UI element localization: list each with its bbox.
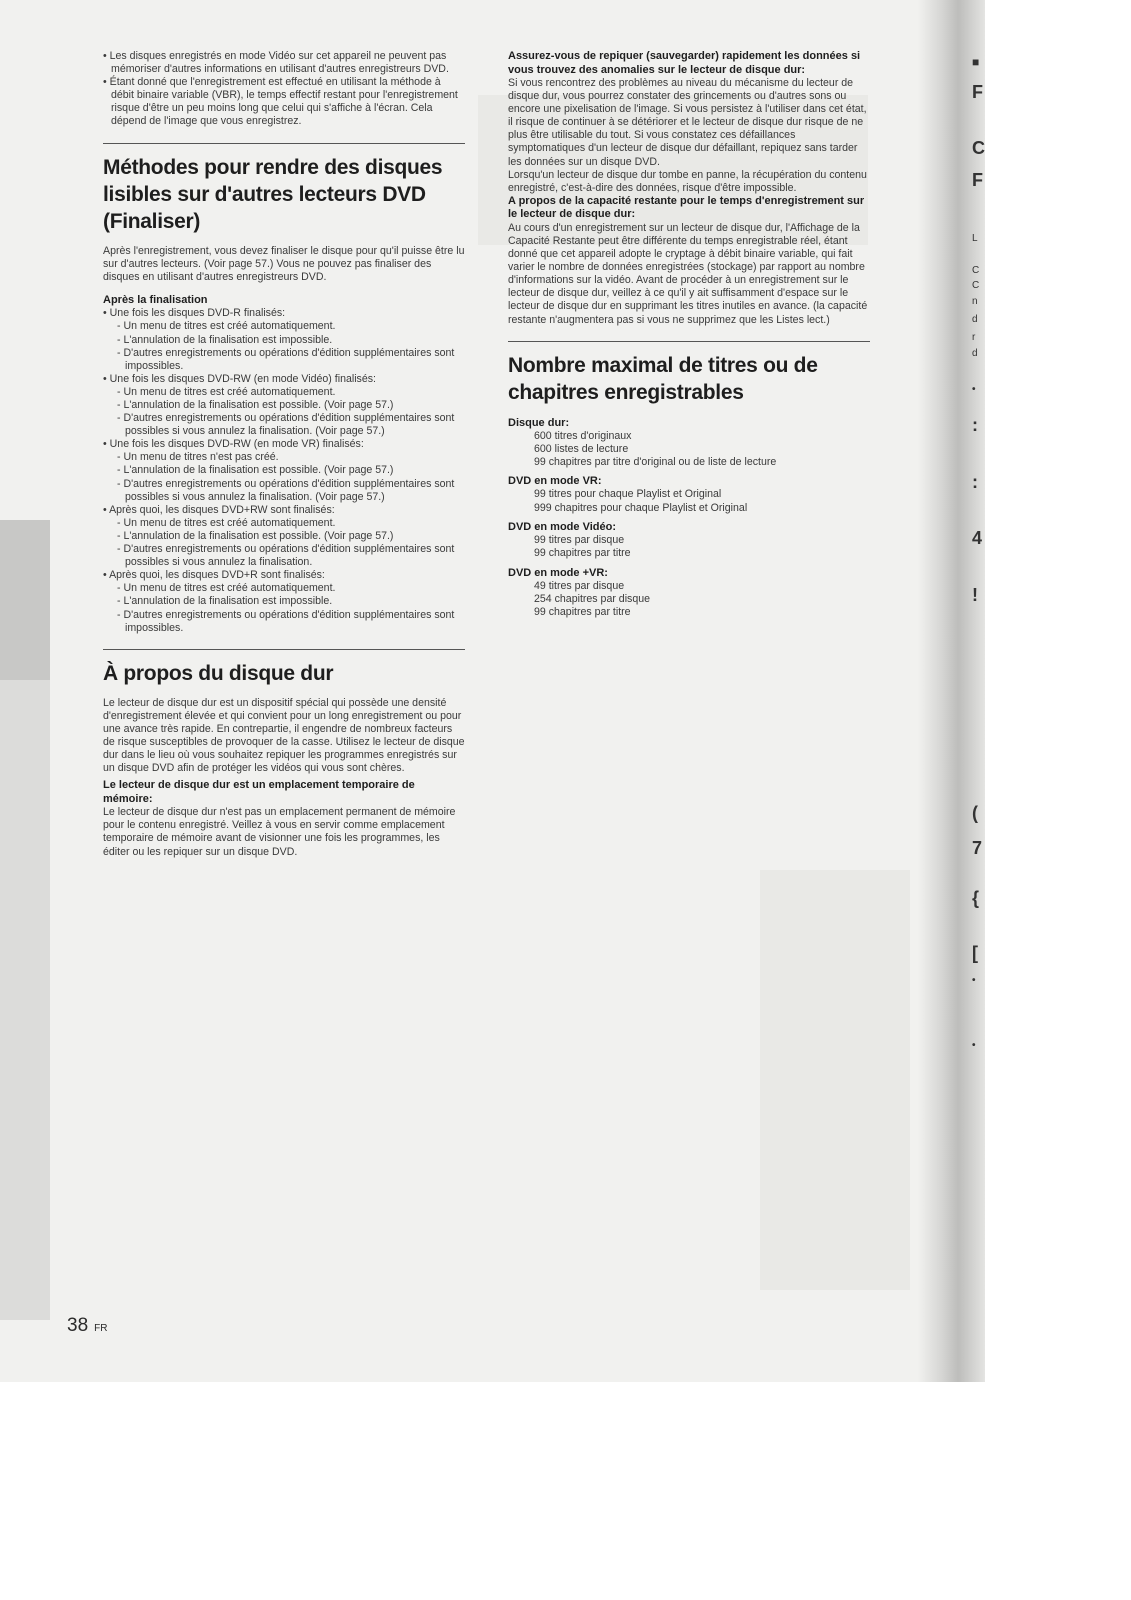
dash-item: - L'annulation de la finalisation est impossible. bbox=[117, 595, 333, 608]
dash-item: - D'autres enregistrements ou opérations d'édition supplémentaires sont impossibles. bbox=[117, 346, 455, 372]
bullet: • Une fois les disques DVD-RW (en mode Vidéo) finalisés: bbox=[103, 372, 376, 385]
bullet: • Une fois les disques DVD-RW (en mode VR) finalisés: bbox=[103, 438, 364, 451]
section-tab bbox=[0, 520, 50, 680]
next-page-glyph: F bbox=[972, 170, 983, 190]
next-page-glyph: d bbox=[972, 314, 978, 325]
section-rule bbox=[103, 143, 465, 144]
dash-item: - D'autres enregistrements ou opérations d'édition supplémentaires sont possibles si vous annulez la finalisation. (Voir page 57.) bbox=[117, 477, 455, 503]
bleed-through-block bbox=[760, 870, 910, 1290]
dash-item: - L'annulation de la finalisation est possible. (Voir page 57.) bbox=[117, 464, 394, 477]
next-page-glyph: • bbox=[972, 975, 976, 986]
bullet: • Après quoi, les disques DVD+RW sont finalisés: bbox=[103, 503, 335, 516]
paragraph: Au cours d'un enregistrement sur un lecteur de disque dur, l'Affichage de la Capacité Restante peut être différente du temps enregistrable réel, étant donné que cet appareil adopte le cryptage à débit binaire variable, qui fait varier le nombre de données enregistrées (stockage) par rapport au nombre d'informations sur la vidéo. Avant de procéder à un enregistrement sur le lecteur de disque dur, veillez à ce qu'il y ait suffisamment d'espace sur le lecteur de disque dur en supprimant les titres inutiles en avance. (la capacité restante n'augmentera pas si vous ne supprimez que les Listes lect.) bbox=[508, 221, 868, 326]
spec-label: DVD en mode VR: bbox=[508, 475, 602, 488]
next-page-glyph: 7 bbox=[972, 838, 983, 858]
page-language: FR bbox=[94, 1323, 108, 1334]
next-page-glyph: • bbox=[972, 1040, 976, 1051]
spec-value: 999 chapitres pour chaque Playlist et Original bbox=[534, 501, 748, 514]
paragraph: Le lecteur de disque dur n'est pas un emplacement permanent de mémoire pour le contenu enregistré. Veillez à vous en servir comme emplacement temporaire de mémoire avant de visionner une fois les programmes, les éditer ou les repiquer sur un disque DVD. bbox=[103, 806, 456, 858]
next-page-glyph: C bbox=[972, 280, 980, 291]
next-page-glyph: d bbox=[972, 348, 978, 359]
section-tab bbox=[0, 680, 50, 1320]
dash-item: - Un menu de titres est créé automatiquement. bbox=[117, 320, 336, 333]
spec-label: DVD en mode +VR: bbox=[508, 566, 608, 579]
subheading: Le lecteur de disque dur est un emplacement temporaire de mémoire: bbox=[103, 779, 415, 805]
subheading: Après la finalisation bbox=[103, 293, 208, 306]
section-title-max: Nombre maximal de titres ou de chapitres enregistrables bbox=[508, 353, 818, 404]
spec-value: 254 chapitres par disque bbox=[534, 592, 651, 605]
next-page-glyph: C bbox=[972, 138, 985, 158]
section-rule bbox=[508, 341, 870, 342]
next-page-glyph: L bbox=[972, 233, 978, 244]
intro-bullet: • Les disques enregistrés en mode Vidéo sur cet appareil ne peuvent pas mémoriser d'autres informations en utilisant d'autres enregistreurs DVD. bbox=[103, 50, 449, 76]
next-page-glyph: : bbox=[972, 415, 978, 435]
spec-value: 99 titres pour chaque Playlist et Original bbox=[534, 488, 722, 501]
next-page-glyph: ( bbox=[972, 803, 978, 823]
right-column bbox=[508, 50, 870, 620]
intro-bullet: • Étant donné que l'enregistrement est effectué en utilisant la méthode à débit binaire variable (VBR), le temps effectif restant pour l'enregistrement risque d'être un peu moins long que celui qui s'affiche à l'écran. Cela dépend de l'image que vous enregistrez. bbox=[103, 76, 458, 128]
paragraph: Lorsqu'un lecteur de disque dur tombe en panne, la récupération du contenu enregistré, c'est-à-dire des données, risque d'être impossible. bbox=[508, 168, 867, 194]
next-page-glyph: ! bbox=[972, 585, 978, 605]
left-column bbox=[103, 50, 465, 859]
paragraph: Si vous rencontrez des problèmes au niveau du mécanisme du lecteur de disque dur, vous pourrez constater des grincements ou d'autres sons ou encore une pixelisation de l'image. Si vous persistez à l'utiliser dans cet état, il risque de continuer à se détériorer et le lecteur de disque dur risque de ne plus être utilisable du tout. Si vous constatez ces défaillances symptomatiques d'un lecteur de disque dur défaillant, repiquez sans tarder les données sur un disque DVD. bbox=[508, 77, 867, 168]
spec-value: 99 chapitres par titre bbox=[534, 606, 631, 619]
spec-value: 600 listes de lecture bbox=[534, 442, 629, 455]
next-page-glyph: n bbox=[972, 296, 978, 307]
next-page-edge bbox=[972, 0, 985, 1382]
spec-value: 49 titres par disque bbox=[534, 579, 625, 592]
subheading: Assurez-vous de repiquer (sauvegarder) rapidement les données si vous trouvez des anomalies sur le lecteur de disque dur: bbox=[508, 50, 861, 76]
subheading: A propos de la capacité restante pour le temps d'enregistrement sur le lecteur de disque dur: bbox=[508, 194, 865, 221]
spec-label: Disque dur: bbox=[508, 416, 570, 429]
next-page-glyph: • bbox=[972, 384, 976, 395]
section-title-finaliser: Méthodes pour rendre des disques lisibles sur d'autres lecteurs DVD (Finaliser) bbox=[103, 155, 443, 233]
spec-label: DVD en mode Vidéo: bbox=[508, 521, 616, 534]
dash-item: - D'autres enregistrements ou opérations d'édition supplémentaires sont impossibles. bbox=[117, 608, 455, 634]
next-page-glyph: F bbox=[972, 82, 983, 102]
spec-value: 99 chapitres par titre d'original ou de liste de lecture bbox=[534, 456, 777, 469]
dash-item: - Un menu de titres est créé automatiquement. bbox=[117, 385, 336, 398]
dash-item: - L'annulation de la finalisation est impossible. bbox=[117, 333, 333, 346]
next-page-glyph: : bbox=[972, 472, 978, 492]
dash-item: - Un menu de titres n'est pas créé. bbox=[117, 451, 279, 464]
dash-item: - Un menu de titres est créé automatiquement. bbox=[117, 516, 336, 529]
dash-item: - Un menu de titres est créé automatiquement. bbox=[117, 582, 336, 595]
spec-value: 99 chapitres par titre bbox=[534, 547, 631, 560]
bullet: • Après quoi, les disques DVD+R sont finalisés: bbox=[103, 569, 325, 582]
section-rule bbox=[103, 649, 465, 650]
paragraph: Le lecteur de disque dur est un dispositif spécial qui possède une densité d'enregistrement élevée et qui convient pour un long enregistrement ou pour une avance très rapide. En contrepartie, il engendre de nombreux facteurs de risque susceptibles de provoquer de la casse. Utilisez le lecteur de disque dur dans le lieu où vous souhaitez repiquer les programmes enregistrés sur un disque DVD afin de protéger les vidéos qui vous sont chères. bbox=[103, 696, 465, 775]
bullet: • Une fois les disques DVD-R finalisés: bbox=[103, 307, 286, 320]
spec-value: 600 titres d'originaux bbox=[534, 429, 632, 442]
paragraph: Après l'enregistrement, vous devez finaliser le disque pour qu'il puisse être lu sur d'autres lecteurs. (Voir page 57.) Vous ne pouvez pas finaliser des disques en utilisant d'autres enregistreurs DVD. bbox=[103, 244, 465, 283]
next-page-glyph: ■ bbox=[972, 55, 980, 69]
dash-item: - L'annulation de la finalisation est possible. (Voir page 57.) bbox=[117, 529, 394, 542]
page-number-value: 38 bbox=[67, 1315, 89, 1336]
next-page-glyph: 4 bbox=[972, 528, 983, 548]
next-page-glyph: [ bbox=[972, 943, 978, 963]
next-page-glyph: r bbox=[972, 332, 976, 343]
dash-item: - D'autres enregistrements ou opérations d'édition supplémentaires sont possibles si vous annulez la finalisation. bbox=[117, 543, 455, 569]
dash-item: - L'annulation de la finalisation est possible. (Voir page 57.) bbox=[117, 399, 394, 411]
page-number bbox=[67, 1315, 107, 1337]
spec-value: 99 titres par disque bbox=[534, 534, 625, 547]
section-title-hdd: À propos du disque dur bbox=[103, 661, 334, 685]
dash-item: - D'autres enregistrements ou opérations d'édition supplémentaires sont possibles si vous annulez la finalisation. (Voir page 57.) bbox=[117, 412, 455, 438]
next-page-glyph: C bbox=[972, 265, 980, 276]
next-page-glyph: { bbox=[972, 888, 980, 908]
